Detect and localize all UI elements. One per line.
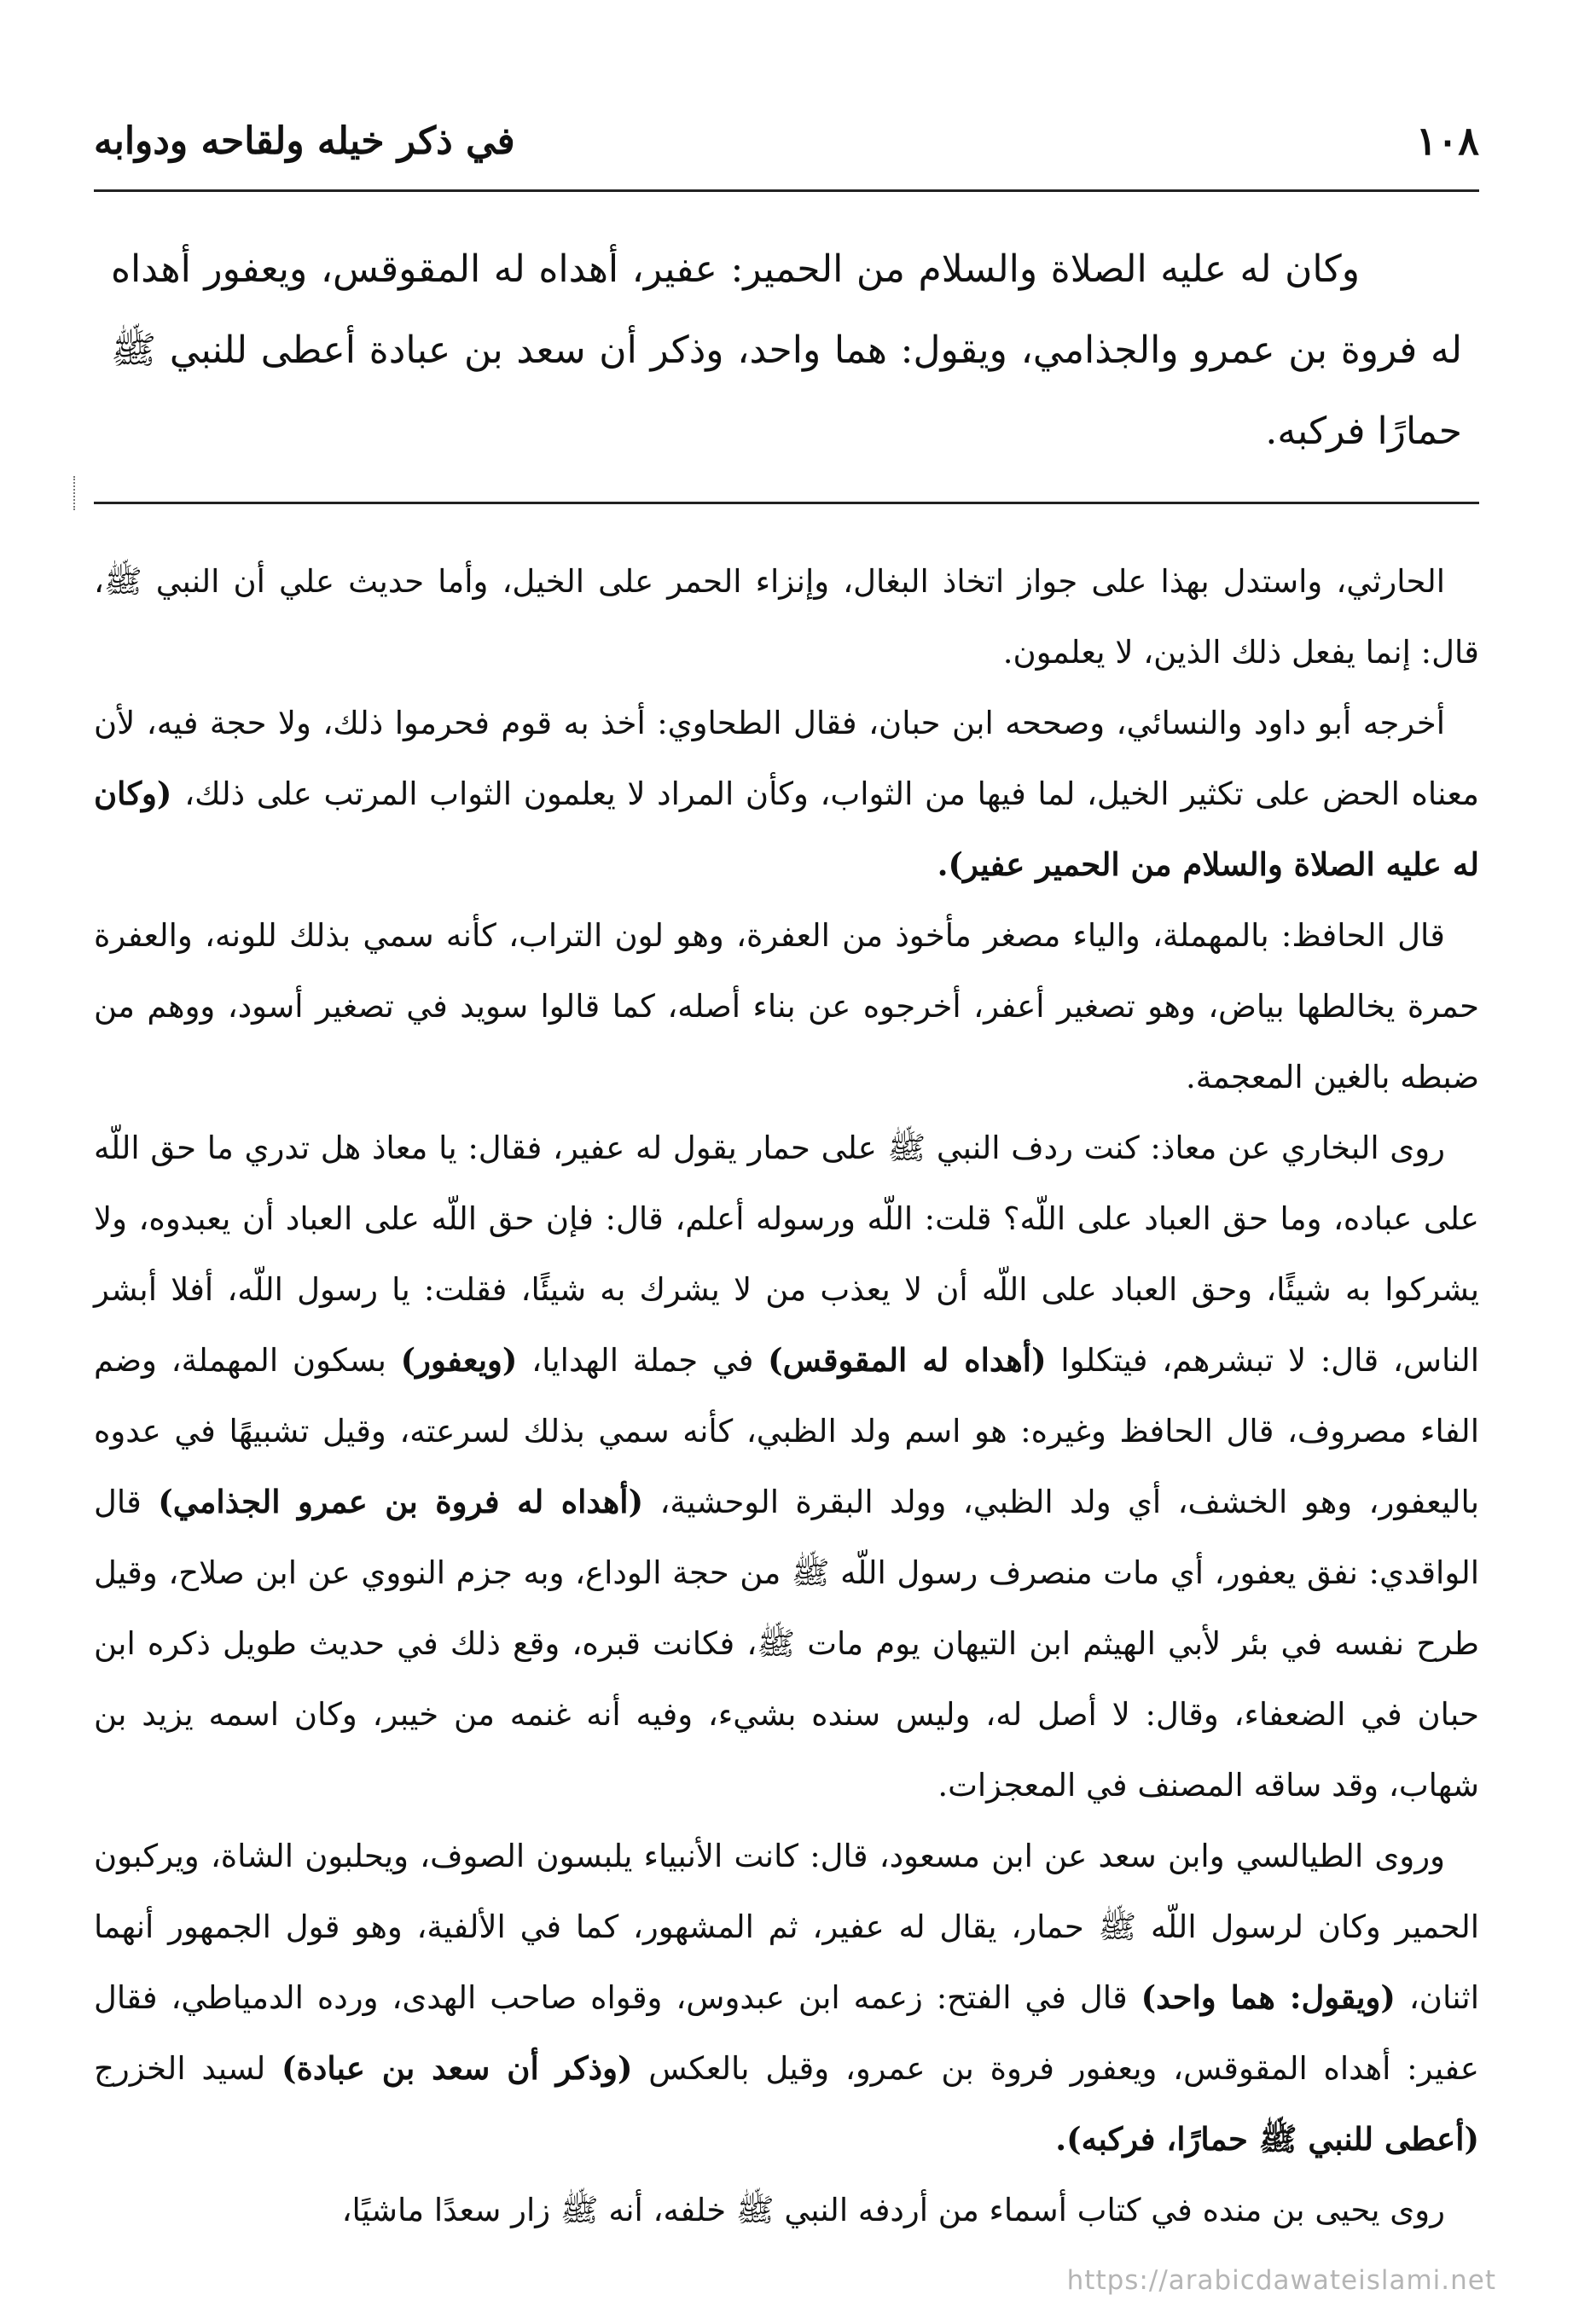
commentary-paragraph [94, 1113, 1479, 1821]
quoted-text: (ويقول: هما واحد) [1141, 1978, 1396, 2016]
quoted-text: (أهداه له المقوقس) [768, 1341, 1047, 1379]
main-text [111, 229, 1462, 472]
commentary-text: لسيد الخزرج [94, 2050, 282, 2087]
commentary-paragraph [94, 1821, 1479, 2175]
commentary-text: في جملة الهدايا، [517, 1342, 769, 1379]
commentary-text: بسكون المهملة، وضم الفاء مصروف، قال الحافظ وغيره: هو اسم ولد الظبي، كأنه سمي بذلك لسرعته، وقيل تشبيهًا في عدوه باليعفور، وهو الخشف، أي ولد الظبي، وولد البقرة الوحشية، [94, 1342, 1480, 1520]
quoted-text: (وكان له عليه الصلاة والسلام من الحمير عفير). [94, 775, 1479, 883]
commentary-paragraph [94, 688, 1479, 900]
commentary-text: وروى الطيالسي وابن سعد عن ابن مسعود، قال: كانت الأنبياء يلبسون الصوف، ويحلبون الشاة، ويركبون الحمير وكان لرسول اللّه ﷺ حمار، يقال له عفير، ثم المشهور، كما في الألفية، وهو قول الجمهور أنهما اثنان، [94, 1838, 1479, 2016]
quoted-text: (أعطى للنبي ﷺ حمارًا، فركبه). [1055, 2120, 1479, 2158]
page-header [94, 111, 1479, 171]
footnote-separator [94, 502, 1479, 504]
header-rule [94, 189, 1479, 192]
commentary-paragraph: روى يحيى بن منده في كتاب أسماء من أردفه النبي ﷺ خلفه، أنه ﷺ زار سعدًا ماشيًا، [341, 2192, 1445, 2228]
quoted-text: (ويعفور) [400, 1341, 518, 1379]
commentary-paragraph: الحارثي، واستدل بهذا على جواز اتخاذ البغال، وإنزاء الحمر على الخيل، وأما حديث علي أن النبي ﷺ، قال: إنما يفعل ذلك الذين، لا يعلمون. [94, 563, 1479, 671]
commentary-text: أخرجه أبو داود والنسائي، وصححه ابن حبان، فقال الطحاوي: أخذ به قوم فحرموا ذلك، ولا حجة فيه، لأن معناه الحض على تكثير الخيل، لما فيها من الثواب، وكأن المراد لا يعلمون الثواب المرتب على ذلك، [94, 705, 1479, 812]
commentary [94, 546, 1479, 2246]
commentary-paragraph: قال الحافظ: بالمهملة، والياء مصغر مأخوذ من العفرة، وهو لون التراب، كأنه سمي بذلك للونه، والعفرة حمرة يخالطها بياض، وهو تصغير أعفر، أخرجوه عن بناء أصله، كما قالوا سويد في تصغير أسود، ووهم من ضبطه بالغين المعجمة. [94, 917, 1479, 1095]
running-title: في ذكر خيله ولقاحه ودوابه [94, 119, 515, 163]
margin-mark [73, 476, 77, 510]
page-number: ١٠٨ [1415, 118, 1479, 164]
watermark-url: https://arabicdawateislami.net [1066, 2265, 1496, 2296]
commentary-text: روى البخاري عن معاذ: كنت ردف النبي ﷺ على حمار يقول له عفير، فقال: يا معاذ هل تدري ما حق اللّه على عباده، وما حق العباد على اللّه؟ قلت: اللّه ورسوله أعلم، قال: فإن حق اللّه على العباد أن يعبدوه، ولا يشركوا به شيئًا، وحق العباد على اللّه أن لا يعذب من لا يشرك به شيئًا، فقلت: يا رسول اللّه، أفلا أبشر الناس، قال: لا تبشرهم، فيتكلوا [94, 1130, 1480, 1379]
quoted-text: (وذكر أن سعد بن عبادة) [282, 2049, 633, 2087]
quoted-text: (أهداه له فروة بن عمرو الجذامي) [158, 1483, 644, 1520]
commentary-text: قال الواقدي: نفق يعفور، أي مات منصرف رسول اللّه ﷺ من حجة الوداع، وبه جزم النووي عن ابن صلاح، وقيل طرح نفسه في بئر لأبي الهيثم ابن التيهان يوم مات ﷺ، فكانت قبره، وقع ذلك في حديث طويل ذكره ابن حبان في الضعفاء، وقال: لا أصل له، وليس سنده بشيء، وفيه أنه غنمه من خيبر، وكان اسمه يزيد بن شهاب، وقد ساقه المصنف في المعجزات. [94, 1484, 1479, 1804]
commentary-text: قال في الفتح: زعمه ابن عبدوس، وقواه صاحب الهدى، ورده الدمياطي، فقال عفير: أهداه المقوقس، ويعفور فروة بن عمرو، وقيل بالعكس [94, 1979, 1479, 2087]
main-paragraph: وكان له عليه الصلاة والسلام من الحمير: عفير، أهداه له المقوقس، ويعفور أهداه له فروة بن عمرو والجذامي، ويقول: هما واحد، وذكر أن سعد بن عبادة أعطى للنبي ﷺ حمارًا فركبه. [111, 247, 1462, 453]
